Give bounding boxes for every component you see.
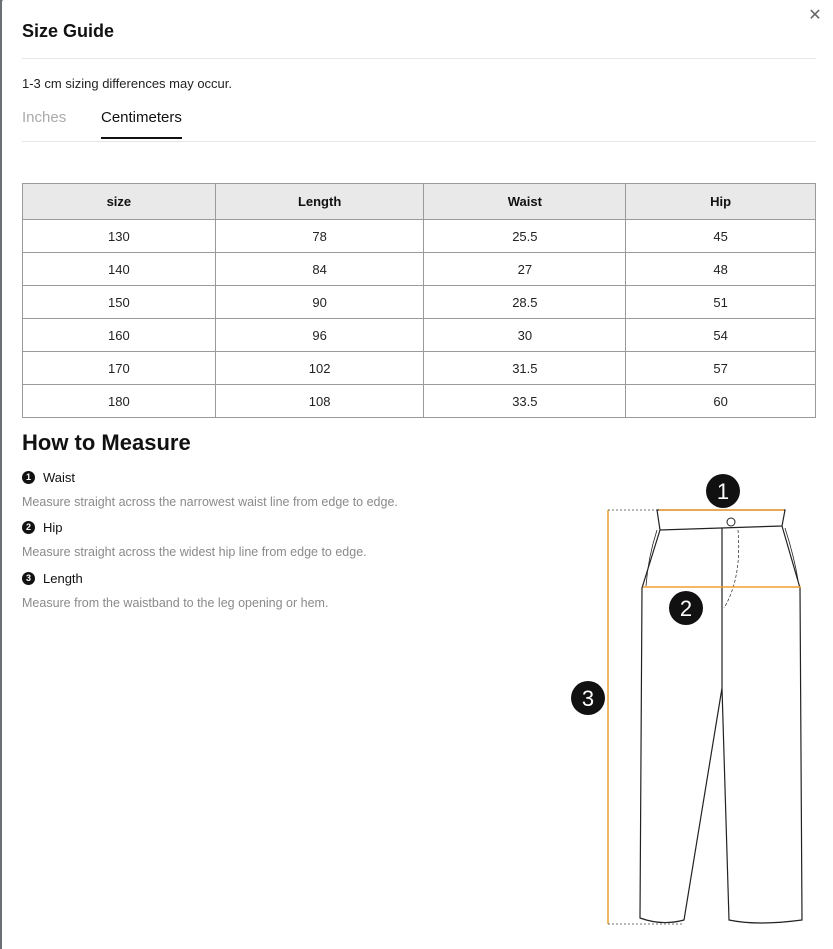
- cell-hip: 51: [626, 286, 816, 319]
- waistband-outline: [657, 510, 785, 530]
- sizing-note: 1-3 cm sizing differences may occur.: [22, 76, 233, 91]
- table-row: [23, 286, 816, 319]
- size-table: [22, 183, 816, 418]
- cell-length: 90: [215, 286, 424, 319]
- step-number-badge: 2: [22, 521, 35, 534]
- step-hip: [22, 520, 63, 535]
- cell-hip: 60: [626, 385, 816, 418]
- step-label: Length: [43, 571, 83, 586]
- cell-size: 180: [23, 385, 216, 418]
- step-description: Measure straight across the widest hip line from edge to edge.: [22, 545, 367, 559]
- close-icon[interactable]: ✕: [808, 7, 822, 24]
- svg-text:3: 3: [581, 686, 595, 711]
- pants-measurement-diagram: [562, 468, 822, 938]
- cell-length: 102: [215, 352, 424, 385]
- cell-hip: 54: [626, 319, 816, 352]
- cell-size: 160: [23, 319, 216, 352]
- tab-centimeters[interactable]: Centimeters: [101, 109, 182, 139]
- table-row: [23, 319, 816, 352]
- button-icon: [727, 518, 735, 526]
- cell-length: 84: [215, 253, 424, 286]
- size-guide-modal: [2, 0, 833, 949]
- cell-length: 96: [215, 319, 424, 352]
- cell-waist: 31.5: [424, 352, 626, 385]
- marker-2: [669, 591, 703, 625]
- fly-stitch: [724, 530, 739, 608]
- unit-tabs: [22, 103, 816, 142]
- cell-size: 130: [23, 220, 216, 253]
- pants-outline: [640, 526, 802, 923]
- column-header-hip: Hip: [626, 184, 816, 220]
- step-label: Waist: [43, 470, 76, 485]
- table-header-row: [23, 184, 816, 220]
- marker-3: [571, 681, 605, 715]
- cell-waist: 25.5: [424, 220, 626, 253]
- cell-size: 140: [23, 253, 216, 286]
- table-row: [23, 220, 816, 253]
- step-number-badge: 1: [22, 471, 35, 484]
- cell-size: 170: [23, 352, 216, 385]
- cell-waist: 33.5: [424, 385, 626, 418]
- how-to-measure-heading: How to Measure: [22, 430, 191, 455]
- cell-waist: 27: [424, 253, 626, 286]
- column-header-length: Length: [215, 184, 424, 220]
- title-divider: [22, 58, 816, 59]
- marker-1: [706, 474, 740, 508]
- svg-text:1: 1: [716, 479, 730, 504]
- cell-waist: 28.5: [424, 286, 626, 319]
- right-pocket: [785, 528, 798, 580]
- tab-inches[interactable]: Inches: [22, 109, 67, 126]
- step-description: Measure straight across the narrowest waist line from edge to edge.: [22, 495, 398, 509]
- modal-title: Size Guide: [22, 21, 115, 41]
- table-row: [23, 253, 816, 286]
- cell-length: 78: [215, 220, 424, 253]
- table-row: [23, 352, 816, 385]
- svg-text:2: 2: [679, 596, 693, 621]
- cell-length: 108: [215, 385, 424, 418]
- step-description: Measure from the waistband to the leg opening or hem.: [22, 596, 329, 610]
- table-row: [23, 385, 816, 418]
- cell-size: 150: [23, 286, 216, 319]
- step-length: [22, 571, 83, 586]
- step-waist: [22, 470, 75, 485]
- column-header-waist: Waist: [424, 184, 626, 220]
- column-header-size: size: [23, 184, 216, 220]
- cell-waist: 30: [424, 319, 626, 352]
- cell-hip: 57: [626, 352, 816, 385]
- cell-hip: 48: [626, 253, 816, 286]
- cell-hip: 45: [626, 220, 816, 253]
- step-number-badge: 3: [22, 572, 35, 585]
- step-label: Hip: [43, 520, 63, 535]
